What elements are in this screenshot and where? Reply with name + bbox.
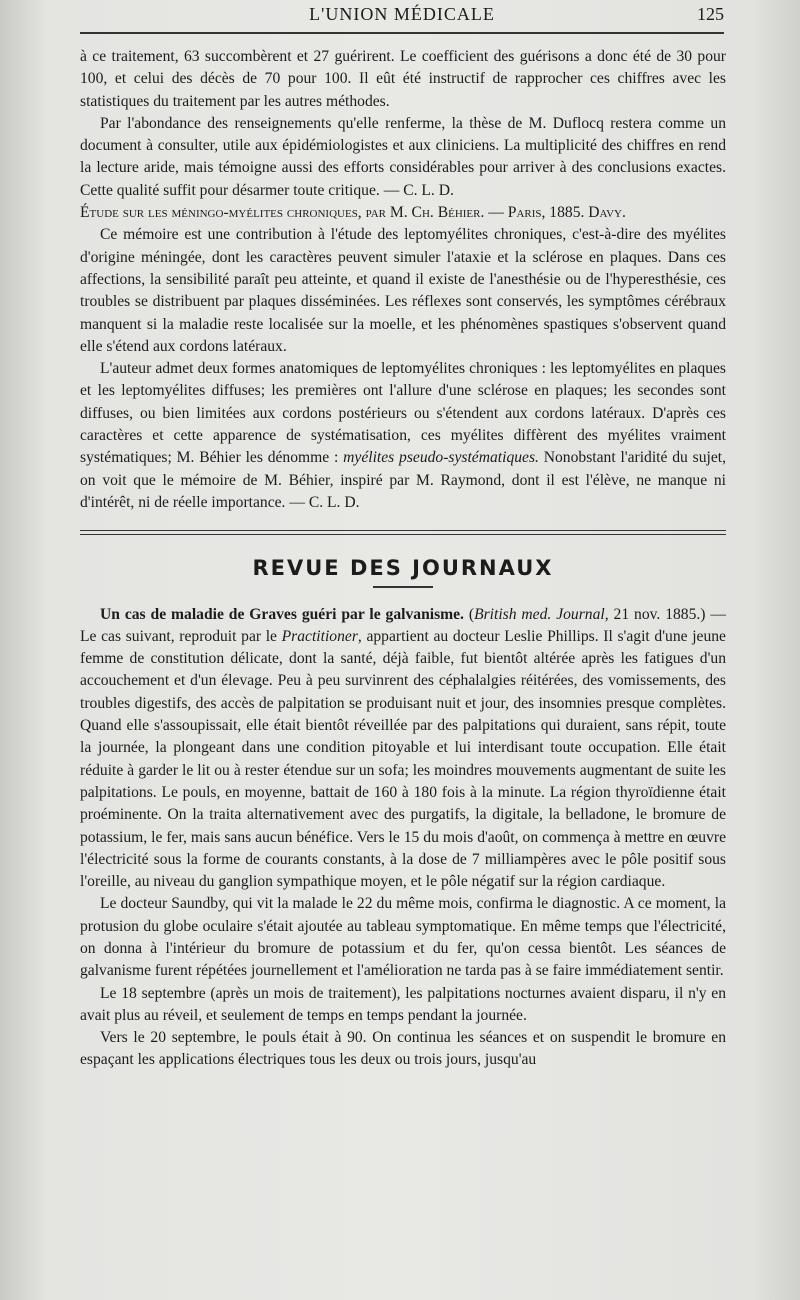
- article-paragraph-3: Le 18 septembre (après un mois de traitement), les palpitations nocturnes avaient disparu, il n'y en avait plus au réveil, et seulement de temps en temps pendant la journée.: [80, 984, 726, 1024]
- page-number: 125: [697, 4, 724, 24]
- article-source-journal: British med. Journal,: [474, 605, 609, 623]
- article-paragraph-2: Le docteur Saundby, qui vit la malade le 22 du même mois, confirma le diagnostic. A ce moment, la protusion du globe oculaire s'était ajoutée au tableau symptomatique. En même temps que l'électricité, on donna à l'intérieur du bromure de potassium et du fer, qu'on cessa bientôt. Les séances de galvanisme furent répétées journellement et l'amélioration ne tarda pas à se faire immédiatement sentir.: [80, 895, 726, 980]
- header-rule: [80, 32, 724, 34]
- section-title-rule: [373, 586, 433, 588]
- review2-p2-italic: myélites pseudo-systématiques.: [343, 449, 539, 467]
- running-title: L'UNION MÉDICALE: [309, 4, 495, 24]
- section-title: REVUE DES JOURNAUX: [252, 556, 554, 581]
- review2-heading: [80, 202, 726, 224]
- review1-paragraph-2: Par l'abondance des renseignements qu'elle renferme, la thèse de M. Duflocq restera comme un document à consulter, utile aux épidémiologistes et aux cliniciens. La multiplicité des chiffres en rend la lecture aride, mais témoigne aussi des efforts considérables pour arriver à des conclusions exactes. Cette qualité suffit pour désarmer toute critique. — C. L. D.: [80, 114, 726, 199]
- review2-heading-text: Étude sur les méningo-myélites chroniques, par M. Ch. Béhier. — Paris, 1885. Davy.: [80, 204, 626, 222]
- article-source-rest: 21 nov. 1885.) — Le cas suivant, reproduit par le: [80, 605, 726, 645]
- article-title: Un cas de maladie de Graves guéri par le galvanisme.: [100, 605, 464, 623]
- review1-paragraph-1: à ce traitement, 63 succombèrent et 27 guérirent. Le coefficient des guérisons a donc été de 30 pour 100, et celui des décès de 70 pour 100. Il eût été instructif de rapprocher ces chiffres avec les statistiques du traitement par les autres méthodes.: [80, 48, 726, 110]
- review2-p2-part-a: L'auteur admet deux formes anatomiques de leptomyélites chroniques : les leptomyélites en plaques et les leptomyélites diffuses; les premières ont l'allure d'une sclérose en plaques; les secondes sont diffuses, ou bien limitées aux cordons postérieurs ou s'étendent aux cordons latéraux. D'après ces caractères et cette apparence de systématisation, ces myélites diffèrent des myélites vraiment systématiques; M. Béhier les dénomme :: [80, 360, 726, 467]
- article-p1-rest: , appartient au docteur Leslie Phillips. Il s'agit d'une jeune femme de constitution délicate, dont la santé, déjà faible, fut bientôt altérée après les fatigues d'un accouchement et d'un élevage. Peu à peu survinrent des céphalalgies réitérées, des vomissements, des troubles digestifs, des accès de palpitation se produisant nuit et jour, des insomnies presque complètes. Quand elle s'assoupissait, elle était bientôt réveillée par des palpitations qui duraient, sans répit, toute la journée, la plongeant dans une condition pitoyable et lui interdisant toute occupation. Elle était réduite à garder le lit ou à rester étendue sur un sofa; les moindres mouvements augmentant de suite les palpitations. Le pouls, en moyenne, battait de 160 à 180 fois à la minute. La région thyroïdienne était proéminente. On la traita alternativement avec des purgatifs, la digitale, la belladone, le bromure de potassium, le fer, mais sans aucun bénéfice. Vers le 15 du mois d'août, on commença à mettre en œuvre l'électricité sous la forme de courants constants, à la dose de 7 milliampères avec le pôle positif sous l'oreille, au niveau du ganglion sympathique moyen, et le pôle négatif sur la région cardiaque.: [80, 627, 726, 891]
- article-paragraph-1: [80, 604, 726, 894]
- review2-paragraph-1: Ce mémoire est une contribution à l'étude des leptomyélites chroniques, c'est-à-dire des myélites d'origine méningée, dont les caractères peuvent simuler l'ataxie et la sclérose en plaques. Dans ces affections, la sensibilité paraît peu atteinte, et quand il existe de l'anesthésie ou de l'hyperesthésie, ces troubles se distribuent par plaques disséminées. Les réflexes sont conservés, les symptômes cérébraux manquent si la maladie reste localisée sur la moelle, et les phénomènes spastiques s'observent quand elle s'étend aux cordons latéraux.: [80, 226, 726, 355]
- page-content: [80, 46, 726, 1072]
- review2-paragraph-2: [80, 358, 726, 514]
- article-source-open: (: [463, 605, 475, 623]
- article-practitioner: Practitioner: [281, 627, 358, 645]
- page-header: [80, 4, 724, 26]
- article-paragraph-4: Vers le 20 septembre, le pouls était à 90. On continua les séances et on suspendit le bromure en espaçant les applications électriques tous les deux ou trois jours, jusqu'au: [80, 1029, 726, 1069]
- review2-p2-part-b: Nonobstant l'aridité du sujet, on voit que le mémoire de M. Béhier, inspiré par M. Raymond, dont il est l'élève, ne manque ni d'intérêt, ni de réelle importance. — C. L. D.: [80, 449, 726, 511]
- section-divider: [80, 530, 726, 535]
